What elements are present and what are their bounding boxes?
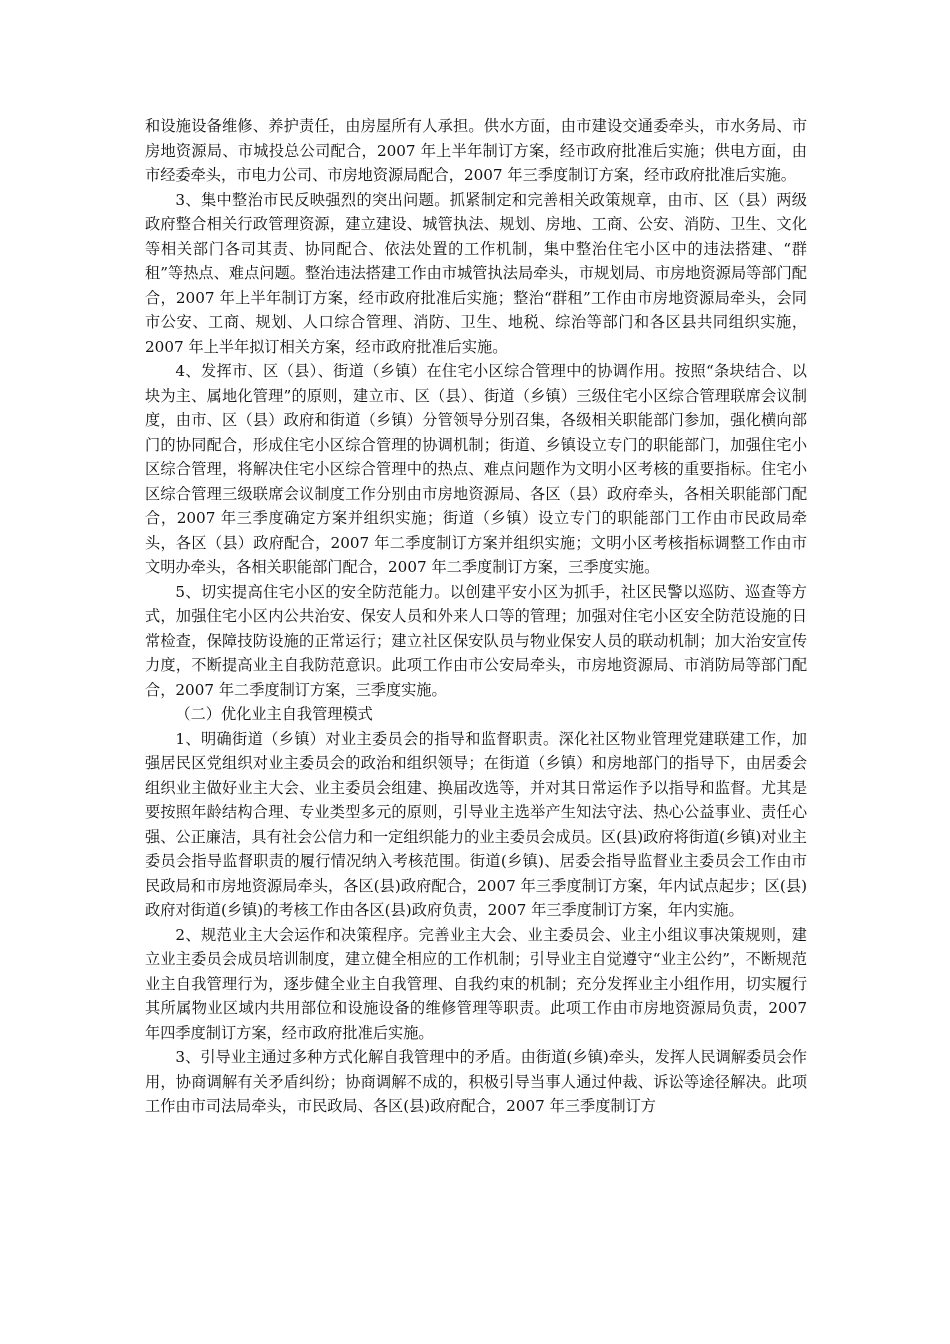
paragraph-section2-item-2: 2、规范业主大会运作和决策程序。完善业主大会、业主委员会、业主小组议事决策规则，建立业主委员会成员培训制度，建立健全相应的工作机制；引导业主自觉遵守“业主公约”，不断规范业主自我管理行为，逐步健全业主自我管理、自我约束的机制；充分发挥业主小组作用，切实履行其所属物业区域内共用部位和设施设备的维修管理等职责。此项工作由市房地资源局负责，2007 年四季度制订方案，经市政府批准后实施。: [145, 925, 807, 1042]
paragraph-continuation: 和设施设备维修、养护责任，由房屋所有人承担。供水方面，由市建设交通委牵头，市水务局、市房地资源局、市城投总公司配合，2007 年上半年制订方案，经市政府批准后实施；供电方面，由市经委牵头，市电力公司、市房地资源局配合，2007 年三季度制订方案，经市政府批准后实施。: [145, 117, 807, 184]
paragraph-section2-item-3: 3、引导业主通过多种方式化解自我管理中的矛盾。由街道(乡镇)牵头，发挥人民调解委员会作用，协商调解有关矛盾纠纷；协商调解不成的，积极引导当事人通过仲裁、诉讼等途径解决。此项工作由市司法局牵头，市民政局、各区(县)政府配合，2007 年三季度制订方: [145, 1048, 807, 1115]
paragraph-item-5: 5、切实提高住宅小区的安全防范能力。以创建平安小区为抓手，社区民警以巡防、巡查等方式，加强住宅小区内公共治安、保安人员和外来人口等的管理；加强对住宅小区安全防范设施的日常检查，保障技防设施的正常运行；建立社区保安队员与物业保安人员的联动机制；加大治安宣传力度，不断提高业主自我防范意识。此项工作由市公安局牵头，市房地资源局、市消防局等部门配合，2007 年二季度制订方案，三季度实施。: [145, 582, 807, 699]
paragraph-section2-item-1: 1、明确街道（乡镇）对业主委员会的指导和监督职责。深化社区物业管理党建联建工作，加强居民区党组织对业主委员会的政治和组织领导；在街道（乡镇）和房地部门的指导下，由居委会组织业主做好业主大会、业主委员会组建、换届改选等，并对其日常运作予以指导和监督。尤其是要按照年龄结构合理、专业类型多元的原则，引导业主选举产生知法守法、热心公益事业、责任心强、公正廉洁，具有社会公信力和一定组织能力的业主委员会成员。区(县)政府将街道(乡镇)对业主委员会指导监督职责的履行情况纳入考核范围。街道(乡镇)、居委会指导监督业主委员会工作由市民政局和市房地资源局牵头，各区(县)政府配合，2007 年三季度制订方案，年内试点起步；区(县)政府对街道(乡镇)的考核工作由各区(县)政府负责，2007 年三季度制订方案，年内实施。: [145, 729, 807, 919]
paragraph-item-3: 3、集中整治市民反映强烈的突出问题。抓紧制定和完善相关政策规章，由市、区（县）两级政府整合相关行政管理资源，建立建设、城管执法、规划、房地、工商、公安、消防、卫生、文化等相关部门各司其责、协同配合、依法处置的工作机制，集中整治住宅小区中的违法搭建、“群租”等热点、难点问题。整治违法搭建工作由市城管执法局牵头，市规划局、市房地资源局等部门配合，2007 年上半年制订方案，经市政府批准后实施；整治“群租”工作由市房地资源局牵头，会同市公安、工商、规划、人口综合管理、消防、卫生、地税、综治等部门和各区县共同组织实施，2007 年上半年拟订相关方案，经市政府批准后实施。: [145, 190, 807, 356]
paragraph-item-4: 4、发挥市、区（县）、街道（乡镇）在住宅小区综合管理中的协调作用。按照“条块结合、以块为主、属地化管理”的原则，建立市、区（县）、街道（乡镇）三级住宅小区综合管理联席会议制度，由市、区（县）政府和街道（乡镇）分管领导分别召集，各级相关职能部门参加，强化横向部门的协同配合，形成住宅小区综合管理的协调机制；街道、乡镇设立专门的职能部门，加强住宅小区综合管理，将解决住宅小区综合管理中的热点、难点问题作为文明小区考核的重要指标。住宅小区综合管理三级联席会议制度工作分别由市房地资源局、各区（县）政府牵头，各相关职能部门配合，2007 年三季度确定方案并组织实施；街道（乡镇）设立专门的职能部门工作由市民政局牵头，各区（县）政府配合，2007 年二季度制订方案并组织实施；文明小区考核指标调整工作由市文明办牵头，各相关职能部门配合，2007 年二季度制订方案，三季度实施。: [145, 362, 807, 576]
section-heading: （二）优化业主自我管理模式: [175, 705, 373, 723]
document-page: [145, 114, 807, 1119]
